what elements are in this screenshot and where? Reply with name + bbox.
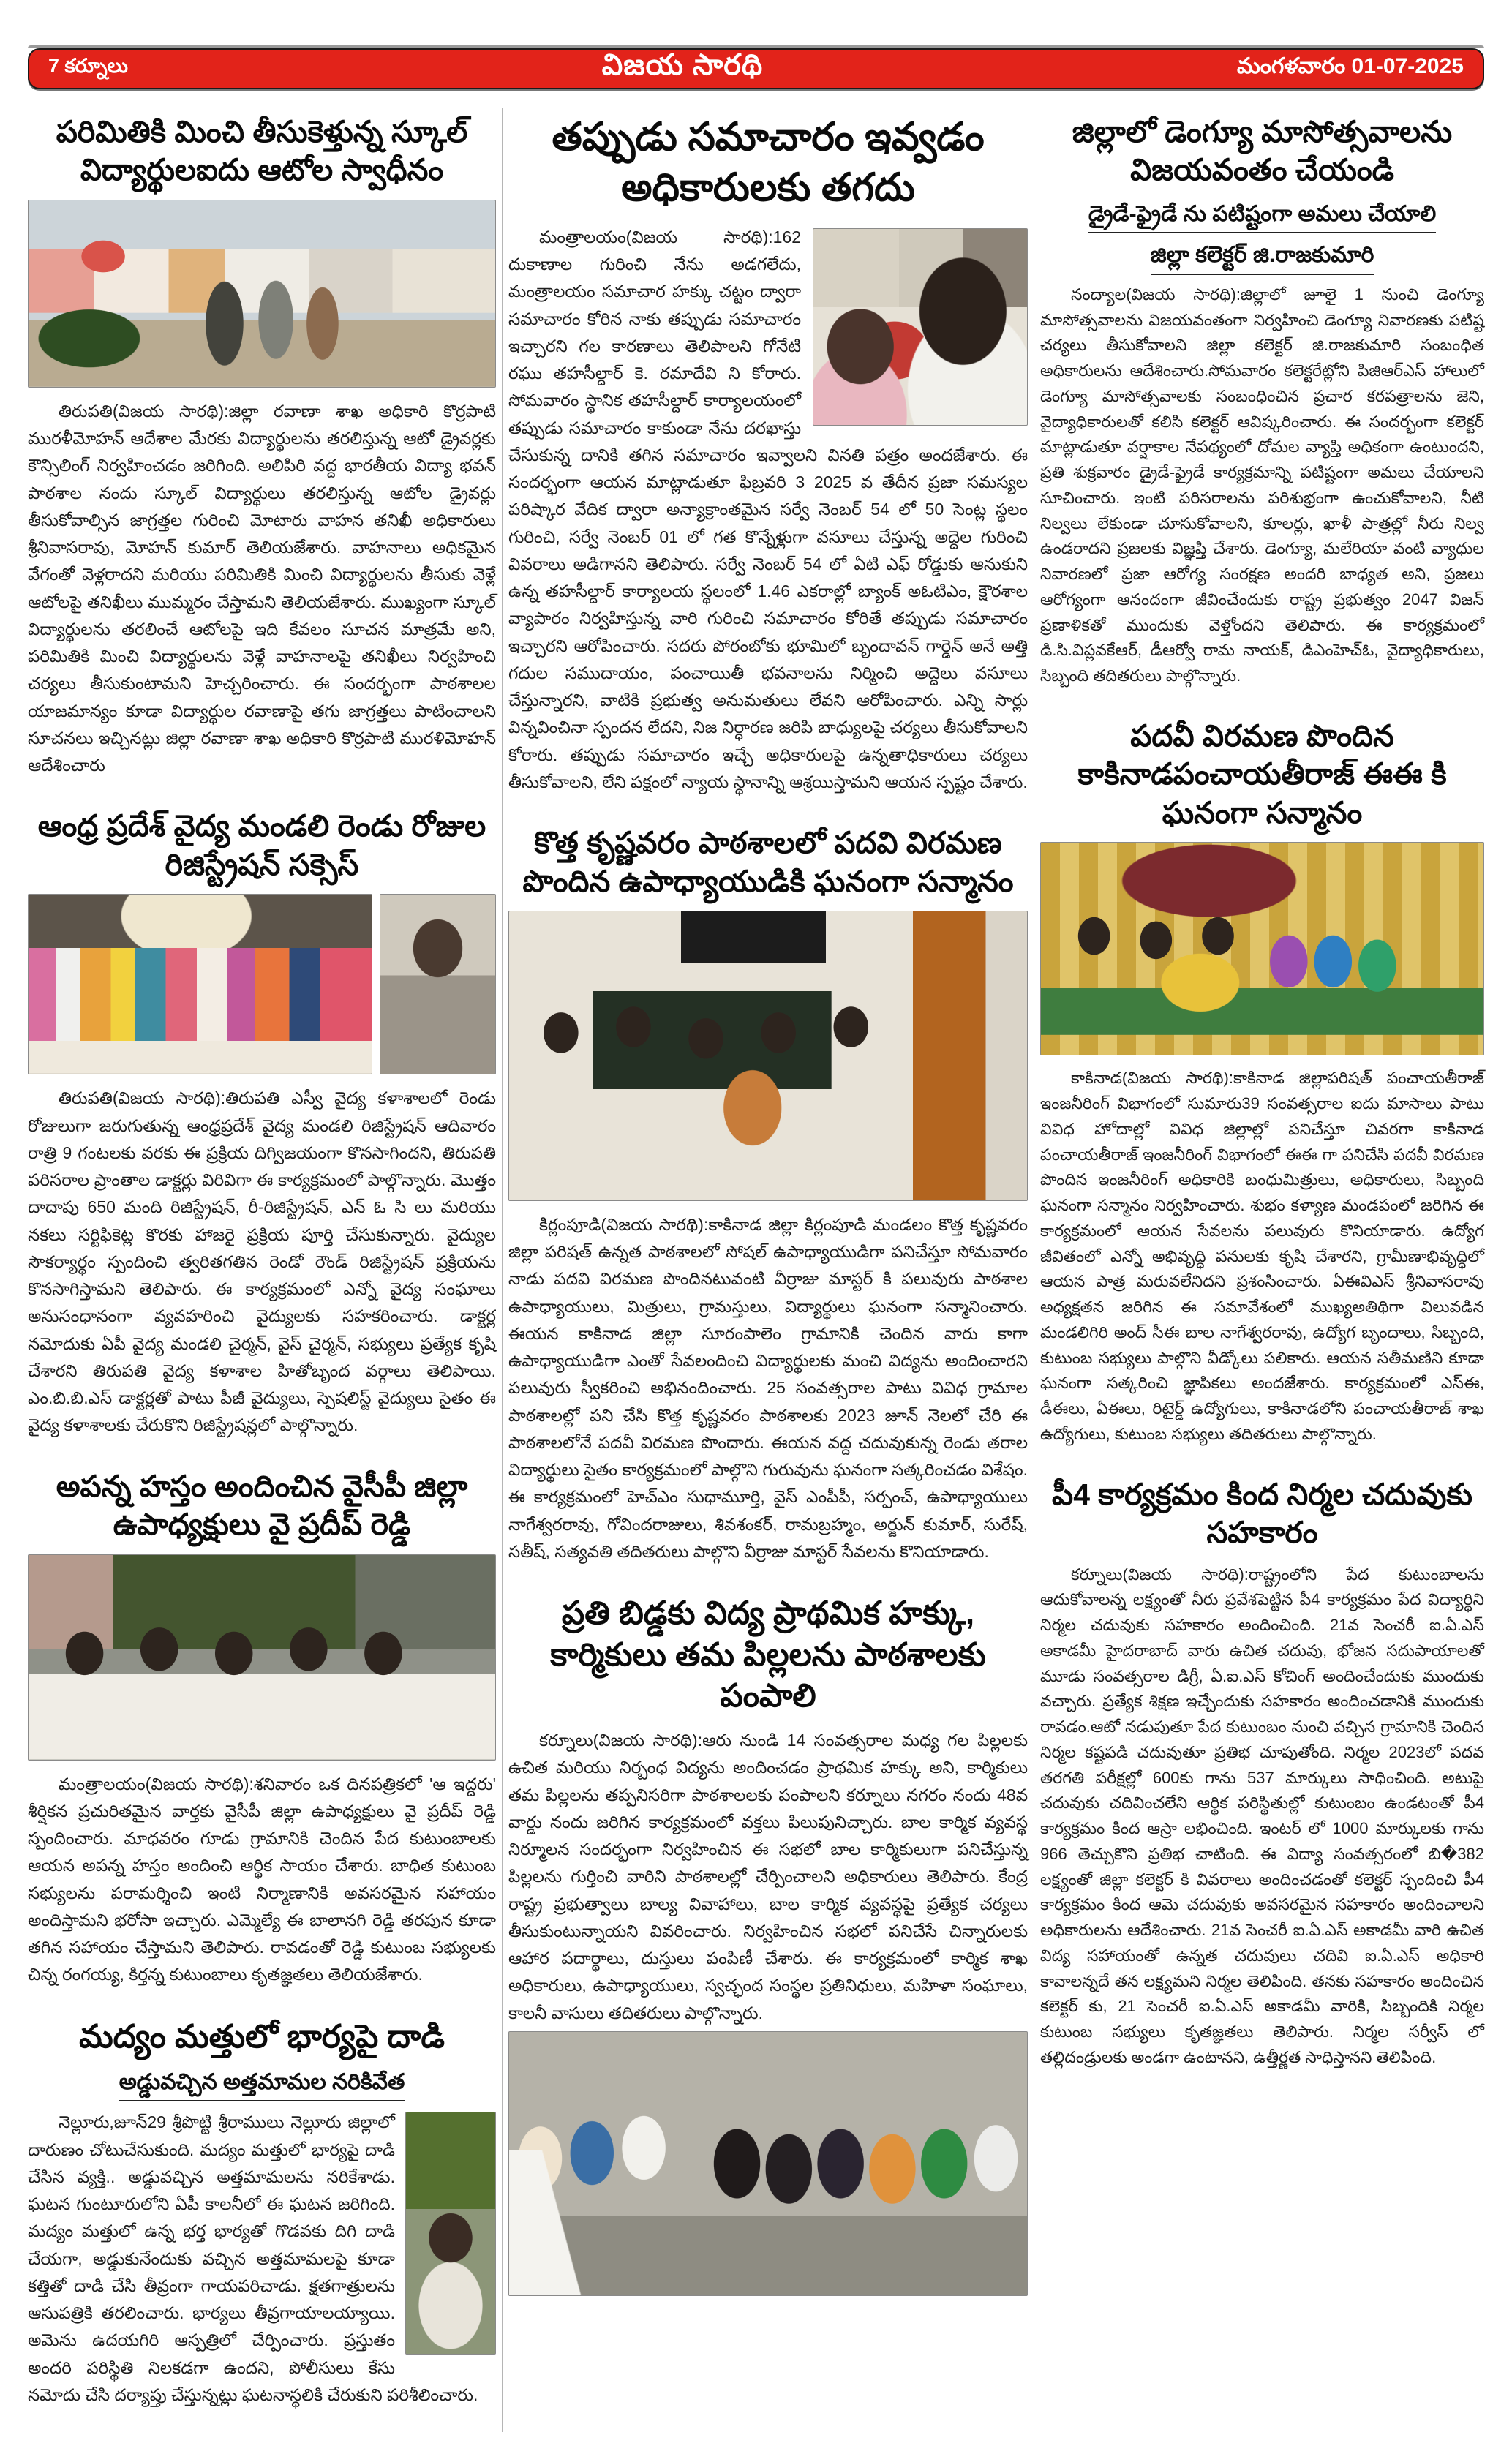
article-medical-registration	[28, 802, 496, 1443]
article-headline: పదవీ విరమణ పొందిన కాకినాడపంచాయతీరాజ్ ఈఈ కి ఘనంగా సన్మానం	[1077, 718, 1447, 829]
article-subhead: అడ్డువచ్చిన అత్తమామల నరికివేత	[119, 2068, 405, 2102]
article-body: కాకినాడ(విజయ సారథి):కాకినాడ జిల్లాపరిషత్ పంచాయతీరాజ్ ఇంజనీరింగ్ విభాగంలో సుమారు39 సంవత్సరాల ఐదు మాసాలు పాటు వివిధ హోదాల్లో వివిధ జిల్లాల్లో పనిచేస్తూ చివరగా కాకినాడ పంచాయతీరాజ్ ఇంజనీరింగ్ విభాగంలో ఈఈ గా పనిచేసి పదవీ విరమణ పొందిన ఇంజనీరింగ్ అధికారికి బంధుమిత్రులు, అధికారులు, సిబ్బంది ఘనంగా సన్మానం నిర్వహించారు. శుభం కళ్యాణ మండపంలో జరిగిన ఈ కార్యక్రమంలో ఆయన సేవలను పలువురు కొనియాడారు. ఉద్యోగ జీవితంలో ఎన్నో అభివృద్ధి పనులకు కృషి చేశారని, గ్రామీణాభివృద్ధిలో ఆయన పాత్ర మరువలేనిదని ప్రశంసించారు. ఏఈవిఎస్ శ్రీనివాసరావు అధ్యక్షతన జరిగిన ఈ సమావేశంలో ముఖ్యఅతిథిగా విలువడిన మండలిగిరి అంద్ సీఈ బాల నాగేశ్వరరావు, ఉద్యోగ బృందాలు, సిబ్బంది, కుటుంబ సభ్యులు పాల్గొని వీడ్కోలు పలికారు. ఆయన సతీమణిని కూడా ఘనంగా సత్కరించి జ్ఞాపికలు అందజేశారు. కార్యక్రమంలో ఎస్ఈ, డీఈలు, ఏఈలు, రిటైర్డ్ ఉద్యోగులు, కాకినాడలోని పంచాయతీరాజ్ శాఖ ఉద్యోగులు, కుటుంబ సభ్యులు తదితరులు పాల్గొన్నారు.	[1040, 1069, 1484, 1443]
article-body: కిర్లంపూడి(విజయ సారథి):కాకినాడ జిల్లా కిర్లంపూడి మండలం కొత్త కృష్ణవరం జిల్లా పరిషత్ ఉన్నత పాఠశాలలో సోషల్ ఉపాధ్యాయుడిగా పనిచేస్తూ సోమవారం నాడు పదవి విరమణ పొందినటువంటి వీర్రాజు మాస్టర్ కి పలువురు పాఠశాల ఉపాధ్యాయులు, మిత్రులు, గ్రామస్తులు, విద్యార్థులు ఘనంగా సన్మానించారు. ఈయన కాకినాడ జిల్లా సూరంపాలెం గ్రామానికి చెందిన వారు కాగా ఉపాధ్యాయుడిగా ఎంతో సేవలందించి విద్యార్థులకు మంచి విద్యను అందించారని పలువురు స్వీకరించి అభినందించారు. 25 సంవత్సరాల పాటు వివిధ గ్రామాల పాఠశాలల్లో పని చేసి కొత్త కృష్ణవరం పాఠశాలకు 2023 జూన్ నెలలో చేరి ఈ పాఠశాలలోనే పదవీ విరమణ పొందారు. ఈయన వద్ద చదువుకున్న రెండు తరాల విద్యార్థులు సైతం కార్యక్రమంలో పాల్గొని గురువును ఘనంగా సత్కరించడం విశేషం. ఈ కార్యక్రమంలో హెచ్ఎం సుధామూర్తి, వైస్ ఎంపీపీ, సర్పంచ్, ఉపాధ్యాయులు నాగేశ్వరరావు, గోవిందరాజులు, శివశంకర్, రామబ్రహ్మం, అర్జున్ కుమార్, సురేష్, సతీష్, సత్యవతి తదితరులు పాల్గొని వీర్రాజు మాస్టర్ సేవలను కొనియాడారు.	[508, 1214, 1028, 1561]
masthead-wrapper	[0, 0, 1512, 89]
article-headline: కొత్త కృష్ణవరం పాఠశాలలో పదవి విరమణ పొందిన ఉపాధ్యాయుడికి ఘనంగా సన్మానం	[522, 826, 1014, 898]
article-ee-retirement	[1040, 712, 1484, 1452]
article-headline: ఆంధ్ర ప్రదేశ్ వైద్య మండలి రెండు రోజుల రిజిస్ట్రేషన్ సక్సెస్	[37, 809, 486, 881]
photo-ycp-group	[28, 1554, 496, 1761]
article-headline: ప్రతి బిడ్డకు విద్య ప్రాథమిక హక్కు, కార్మికులు తమ పిల్లలను పాఠశాలకు పంపాలి	[550, 1595, 986, 1714]
article-ycp-help	[28, 1463, 496, 1993]
photo-function-hall	[1040, 842, 1484, 1055]
article-subhead: డ్రైడే-ఫ్రైడే ను పటిష్టంగా అమలు చేయాలి	[1088, 200, 1436, 234]
article-teacher-retirement	[508, 819, 1028, 1570]
columns-container	[0, 89, 1512, 2454]
article-school-autos	[28, 108, 496, 783]
article-headline: జిల్లాలో డెంగ్యూ మాసోత్సవాలను విజయవంతం చేయండి	[1072, 115, 1453, 187]
date-label: మంగళవారం 01-07-2025	[1236, 53, 1464, 78]
photo-man-portrait	[405, 2112, 496, 2355]
photo-office-inset	[813, 228, 1028, 426]
photo-row	[28, 894, 496, 1074]
page-number-label: 7 కర్నూలు	[48, 55, 129, 77]
article-dengue-month	[1040, 108, 1484, 693]
article-p4-support	[1040, 1471, 1484, 2075]
article-subhead: జిల్లా కలెక్టర్ జి.రాజకుమారి	[1151, 241, 1374, 275]
article-body: తిరుపతి(విజయ సారథి):తిరుపతి ఎస్వీ వైద్య కళాశాలలో రెండు రోజులుగా జరుగుతున్న ఆంధ్రప్రదేశ్ వైద్య మండలి రిజిస్ట్రేషన్ ఆదివారం రాత్రి 9 గంటలకు వరకు ఈ ప్రక్రియ దిగ్విజయంగా కొనసాగిందని, తిరుపతి పరిసరాల ప్రాంతాల డాక్టర్లు విరివిగా ఈ కార్యక్రమంలో పాల్గొన్నారు. మొత్తం దాదాపు 650 మంది రిజిస్ట్రేషన్, రీ-రిజిస్ట్రేషన్, ఎన్ ఓ సి లు మరియు నకలు సర్టిఫికెట్ల కొరకు హాజరై ప్రక్రియ పూర్తి చేసుకున్నారు. వైద్యుల సౌకర్యార్థం స్పందించి త్వరితగతిన రెండో రౌండ్ రిజిస్ట్రేషన్ ప్రక్రియను కొనసాగిస్తామని తెలిపారు. ఈ కార్యక్రమంలో ఎన్నో వైద్య సంఘాలు అనుసంధానంగా వ్యవహరించి వైద్యులకు సహకరించారు. డాక్టర్ల నమోదుకు ఏపీ వైద్య మండలి చైర్మన్, వైస్ చైర్మన్, సభ్యులు ప్రత్యేక కృషి చేశారని తిరుపతి వైద్య కళాశాల హితోబృంద వర్గాలు తెలిపాయి. ఎం.బి.బి.ఎస్ డాక్టర్లతో పాటు పీజీ వైద్యులు, స్పెషలిస్ట్ వైద్యులు సైతం ఈ వైద్య కళాశాలకు చేరుకొని రిజిస్ట్రేషన్లలో పాల్గొన్నారు.	[28, 1088, 496, 1435]
masthead-bar	[28, 48, 1484, 89]
column-divider	[502, 108, 503, 2432]
article-body: కర్నూలు(విజయ సారథి):రాష్ట్రంలోని పేద కుటుంబాలను ఆదుకోవాలన్న లక్ష్యంతో నీరు ప్రవేశపెట్టిన పీ4 కార్యక్రమం పేద విద్యార్థిని నిర్మల చదువుకు సహకారం అందించింది. 21వ సెంచరీ ఐ.ఏ.ఎస్ అకాడమీ హైదరాబాద్ వారు ఉచిత చదువు, భోజన సదుపాయాలతో మూడు సంవత్సరాల డిగ్రీ, ఏ.ఐ.ఎస్ కోచింగ్ అందించేందుకు ముందుకు వచ్చారు. ప్రత్యేక శిక్షణ ఇచ్చేందుకు సహకారం అందించడానికి ముందుకు రావడం.ఆటో నడుపుతూ పేద కుటుంబం నుంచి వచ్చిన గ్రామానికి చెందిన నిర్మల కష్టపడి చదువుతూ ప్రతిభ చూపుతోంది. నిర్మల 2023లో పదవ తరగతి పరీక్షల్లో 600కు గాను 537 మార్కులు సాధించింది. అటుపై చదువుకు చదివించలేని ఆర్థిక పరిస్థితుల్లో కుటుంబం ఉండటంతో పీ4 కార్యక్రమం కింద ఆస్రా లభించింది. ఇంటర్ లో 1000 మార్కులకు గాను 966 తెచ్చుకొని ప్రతిభ చాటింది. ఈ విద్యా సంవత్సరంలో బి�382 లక్ష్యంతో జిల్లా కలెక్టర్ కి వివరాలు అందించడంతో కలెక్టర్ స్పందించి పీ4 కార్యక్రమం కింద ఆమె చదువుకు అవసరమైన సహకారం అందించాలని అధికారులను ఆదేశించారు. 21వ సెంచరీ ఐ.ఏ.ఎస్ అకాడమీ వారి ఉచిత విద్య సహాయంతో ఉన్నత చదువులు చదివి ఐ.ఏ.ఎస్ అధికారి కావాలన్నదే తన లక్ష్యమని నిర్మల తెలిపింది. తనకు సహకారం అందించిన కలెక్టర్ కు, 21 సెంచరీ ఐ.ఏ.ఎస్ అకాడమీ వారికి, సిబ్బందికి నిర్మల కుటుంబ సభ్యులు కృతజ్ఞతలు తెలిపారు. నిర్మల సర్వీస్ లో తల్లిదండ్రులకు అండగా ఉంటానని, ఉత్తీర్ణత సాధిస్తానని తెలిపింది.	[1040, 1565, 1484, 2066]
article-headline: పరిమితికి మించి తీసుకెళ్తున్న స్కూల్ విద్యార్థులఐదు ఆటోల స్వాధీనం	[56, 115, 468, 187]
article-body: నంద్యాల(విజయ సారథి):జిల్లాలో జూలై 1 నుంచి డెంగ్యూ మాసోత్సవాలను విజయవంతంగా నిర్వహించి డెంగ్యూ నివారణకు పటిష్ట చర్యలు తీసుకోవాలని జిల్లా కలెక్టర్ జి.రాజకుమారి సంబంధిత అధికారులను ఆదేశించారు.సోమవారం కలెక్టరేట్లోని పిజిఆర్ఎస్ హాలులో డెంగ్యూ మాసోత్సవాలకు సంబంధించిన ప్రచార కరపత్రాలను జెని, వైద్యాధికారులతో కలిసి కలెక్టర్ ఆవిష్కరించారు. ఈ సందర్భంగా కలెక్టర్ మాట్లాడుతూ వర్షాకాల నేపథ్యంలో దోమల వ్యాప్తి అధికంగా ఉంటుందని, ప్రతి శుక్రవారం డ్రైడే-ఫ్రైడే కార్యక్రమాన్ని పటిష్టంగా అమలు చేయాలని సూచించారు. ఇంటి పరిసరాలను పరిశుభ్రంగా ఉంచుకోవాలని, నీటి నిల్వలు లేకుండా చూసుకోవాలని, కూలర్లు, ఖాళీ పాత్రల్లో నీరు నిల్వ ఉండరాదని ప్రజలకు విజ్ఞప్తి చేశారు. డెంగ్యూ, మలేరియా వంటి వ్యాధుల నివారణలో ప్రజా ఆరోగ్య సంరక్షణ అందరి బాధ్యత అని, ప్రజలు ఆరోగ్యంగా ఆనందంగా జీవించేందుకు రాష్ట్ర ప్రభుత్వం 2047 విజన్ ప్రణాళికతో ముందుకు వెళ్తోందని తెలిపారు. ఈ కార్యక్రమంలో డి.సి.విప్లవకేఆర్, డీఆర్వో రామ నాయక్, డిఎంహెచ్ఓ, వైద్యాధికారులు, సిబ్బంది తదితరులు పాల్గొన్నారు.	[1040, 285, 1484, 685]
article-body: మంత్రాలయం(విజయ సారథి):162 దుకాణాల గురించి నేను అడగలేదు, మంత్రాలయం సమాచార హక్కు చట్టం ద్వారా సమాచారం కోరిన నాకు తప్పుడు సమాచారం ఇచ్చారని గల కారణాలు తెలిపాలని గోనేటి రఘు తహసీల్దార్ కె. రమాదేవి ని కోరారు. సోమవారం స్థానిక తహసీల్దార్ కార్యాలయంలో తప్పుడు సమాచారం కాకుండా నేను దరఖాస్తు చేసుకున్న దానికి తగిన సమాచారం ఇవ్వాలని వినతి పత్రం అందజేశారు. ఈ సందర్భంగా ఆయన మాట్లాడుతూ ఫిబ్రవరి 3 2025 వ తేదీన ప్రజా సమస్యల పరిష్కార వేదిక ద్వారా అన్యాక్రాంతమైన సర్వే నెంబర్ 54 లో 50 సెంట్ల స్థలం గురించి, సర్వే నెంబర్ 01 లో గత కొన్నేళ్లుగా వసూలు చేస్తున్న అద్దెల గురించి వివరాలు అడిగానని తెలిపారు. సర్వే నెంబర్ 54 లో ఏటి ఎఫ్ రోడ్డుకు ఆనుకుని ఉన్న తహసీల్దార్ కార్యాలయ స్థలంలో 1.46 ఎకరాల్లో బ్యాంక్ అఓటిఎం, క్షౌరశాల వ్యాపారం నిర్వహిస్తున్న వారి గురించి సమాచారం కోరితే తప్పుడు సమాచారం ఇచ్చారని ఆరోపించారు. సదరు పోరంబోకు భూమిలో బృందావన్ గార్డెన్ అనే అత్తి గదుల సముదాయం, పంచాయితీ భవనాలను నిర్మించి అద్దెలు వసూలు చేస్తున్నారని, వాటికి ప్రభుత్వ అనుమతులు లేవని ఆరోపించారు. ఎన్ని సార్లు విన్నవించినా స్పందన లేదని, నిజ నిర్ధారణ జరిపి బాధ్యులపై చర్యలు తీసుకోవాలని కోరారు. తప్పుడు సమాచారం ఇచ్చే అధికారులపై ఉన్నతాధికారులు చర్యలు తీసుకోవాలని, లేని పక్షంలో న్యాయ స్థానాన్ని ఆశ్రయిస్తామని ఆయన స్పష్టం చేశారు.	[508, 227, 1028, 791]
article-wrong-information	[508, 108, 1028, 800]
article-headline: మద్యం మత్తులో భార్యపై దాడి	[79, 2018, 445, 2055]
article-assault-case	[28, 2012, 496, 2414]
article-body: కర్నూలు(విజయ సారథి):ఆరు నుండి 14 సంవత్సరాల మధ్య గల పిల్లలకు ఉచిత మరియు నిర్బంధ విద్యను అందించడం ప్రాథమిక హక్కు అని, కార్మికులు తమ పిల్లలను తప్పనిసరిగా పాఠశాలలకు పంపాలని కర్నూలు నగరం నందు 48వ వార్డు నందు జరిగిన కార్యక్రమంలో వక్తలు పిలుపునిచ్చారు. బాల కార్మిక వ్యవస్థ నిర్మూలన సందర్భంగా నిర్వహించిన ఈ సభలో బాల కార్మికులుగా పనిచేస్తున్న పిల్లలను గుర్తించి వారిని పాఠశాలల్లో చేర్పించాలని అధికారులు తెలిపారు. కేంద్ర రాష్ట్ర ప్రభుత్వాలు బాల్య వివాహాలు, బాల కార్మిక వ్యవస్థపై ప్రత్యేక చర్యలు తీసుకుంటున్నాయని వివరించారు. నిర్వహించిన సభలో పనిచేసే చిన్నారులకు ఆహార పదార్థాలు, దుస్తులు పంపిణీ చేశారు. ఈ కార్యక్రమంలో కార్మిక శాఖ అధికారులు, ఉపాధ్యాయులు, స్వచ్ఛంద సంస్థల ప్రతినిధులు, మహిళా సంఘాలు, కాలనీ వాసులు తదితరులు పాల్గొన్నారు.	[508, 1731, 1028, 2022]
article-child-education	[508, 1589, 1028, 2306]
column-center	[508, 108, 1028, 2432]
photo-medical-group	[28, 894, 372, 1074]
photo-school-group	[508, 911, 1028, 1201]
article-body: మంత్రాలయం(విజయ సారథి):శనివారం ఒక దినపత్రికలో 'ఆ ఇద్దరు' శీర్షికన ప్రచురితమైన వార్తకు వైసీపీ జిల్లా ఉపాధ్యక్షులు వై ప్రదీప్ రెడ్డి స్పందించారు. మాధవరం గూడు గ్రామానికి చెందిన పేద కుటుంబాలకు ఆయన అపన్న హస్తం అందించి ఆర్థిక సాయం చేశారు. బాధిత కుటుంబ సభ్యులను పరామర్శించి ఇంటి నిర్మాణానికి అవసరమైన సహాయం అందిస్తామని భరోసా ఇచ్చారు. ఎమ్మెల్యే ఈ బాలానగి రెడ్డి తరపున కూడా తగిన సహాయం చేస్తామని తెలిపారు. రావడంతో రెడ్డి కుటుంబ సభ్యులకు చిన్న రంగయ్య, కిర్తన్న కుటుంబాలు కృతజ్ఞతలు తెలియజేశారు.	[28, 1774, 496, 1984]
photo-street-autos	[28, 200, 496, 388]
column-right	[1040, 108, 1484, 2432]
article-headline: పీ4 కార్యక్రమం కింద నిర్మల చదువుకు సహకారం	[1052, 1477, 1472, 1550]
article-body: తిరుపతి(విజయ సారథి):జిల్లా రవాణా శాఖ అధికారి కొర్రపాటి మురళీమోహన్ ఆదేశాల మేరకు విద్యార్థులను తరలిస్తున్న ఆటో డ్రైవర్లకు కౌన్సిలింగ్ నిర్వహించడం జరిగింది. అలిపిరి వద్ద భారతీయ విద్యా భవన్ పాఠశాల నందు స్కూల్ విద్యార్థులు తరలిస్తున్న ఆటోల డ్రైవర్లు తీసుకోవాల్సిన జాగ్రత్తల గురించి మోటారు వాహన తనిఖీ అధికారులు శ్రీనివాసరావు, మోహన్ కుమార్ తెలియజేశారు. వాహనాలు అధికమైన వేగంతో వెళ్లరాదని మరియు పరిమితికి మించి విద్యార్థులను తీసుకు వెళ్లే ఆటోలపై తనిఖీలు ముమ్మరం చేస్తామని తెలియజేశారు. ముఖ్యంగా స్కూల్ విద్యార్థులను తరలించే ఆటోలపై ఇది కేవలం సూచన మాత్రమే అని, పరిమితికి మించి విద్యార్థులను వెళ్లే వాహనాలపై తనిఖీలు నిర్వహించి చర్యలు తీసుకుంటామని హెచ్చరించారు. ఈ సందర్భంగా పాఠశాలల యాజమాన్యం కూడా విద్యార్థుల రవాణాపై తగు జాగ్రత్తలు పాటించాలని సూచనలు ఇచ్చినట్లు జిల్లా రవాణా శాఖ అధికారి కొర్రపాటి మురళిమోహన్ ఆదేశించారు	[28, 401, 496, 775]
photo-doctor-portrait	[380, 894, 497, 1074]
article-headline: తప్పుడు సమాచారం ఇవ్వడం అధికారులకు తగదు	[552, 116, 985, 209]
article-headline: అపన్న హస్తం అందించిన వైసీపీ జిల్లా ఉపాధ్యక్షులు వై ప్రదీప్ రెడ్డి	[56, 1469, 468, 1542]
article-body: నెల్లూరు,జూన్29 శ్రీపొట్టి శ్రీరాములు నెల్లూరు జిల్లాలో దారుణం చోటుచేసుకుంది. మద్యం మత్తులో భార్యపై దాడి చేసిన వ్యక్తి.. అడ్డువచ్చిన అత్తమామలను నరికేశాడు. ఘటన గుంటూరులోని ఏపీ కాలనీలో ఈ ఘటన జరిగింది. మద్యం మత్తులో ఉన్న భర్త భార్యతో గొడవకు దిగి దాడి చేయగా, అడ్డుకునేందుకు వచ్చిన అత్తమామలపై కూడా కత్తితో దాడి చేసి తీవ్రంగా గాయపరిచాడు. క్షతగాత్రులను ఆసుపత్రికి తరలించారు. భార్యలు తీవ్రగాయాలయ్యాయి. అమెను ఉదయగిరి ఆస్పత్రిలో చేర్పించారు. ప్రస్తుతం అందరి పరిస్థితి నిలకడగా ఉందని, పోలీసులు కేసు నమోదు చేసి దర్యాప్తు చేస్తున్నట్లు ఘటనాస్థలికి చేరుకుని పరిశీలించారు.	[28, 2112, 478, 2404]
paper-title: విజయ సారథి	[601, 48, 764, 81]
column-left	[28, 108, 496, 2432]
photo-distribution-event	[508, 2031, 1028, 2296]
